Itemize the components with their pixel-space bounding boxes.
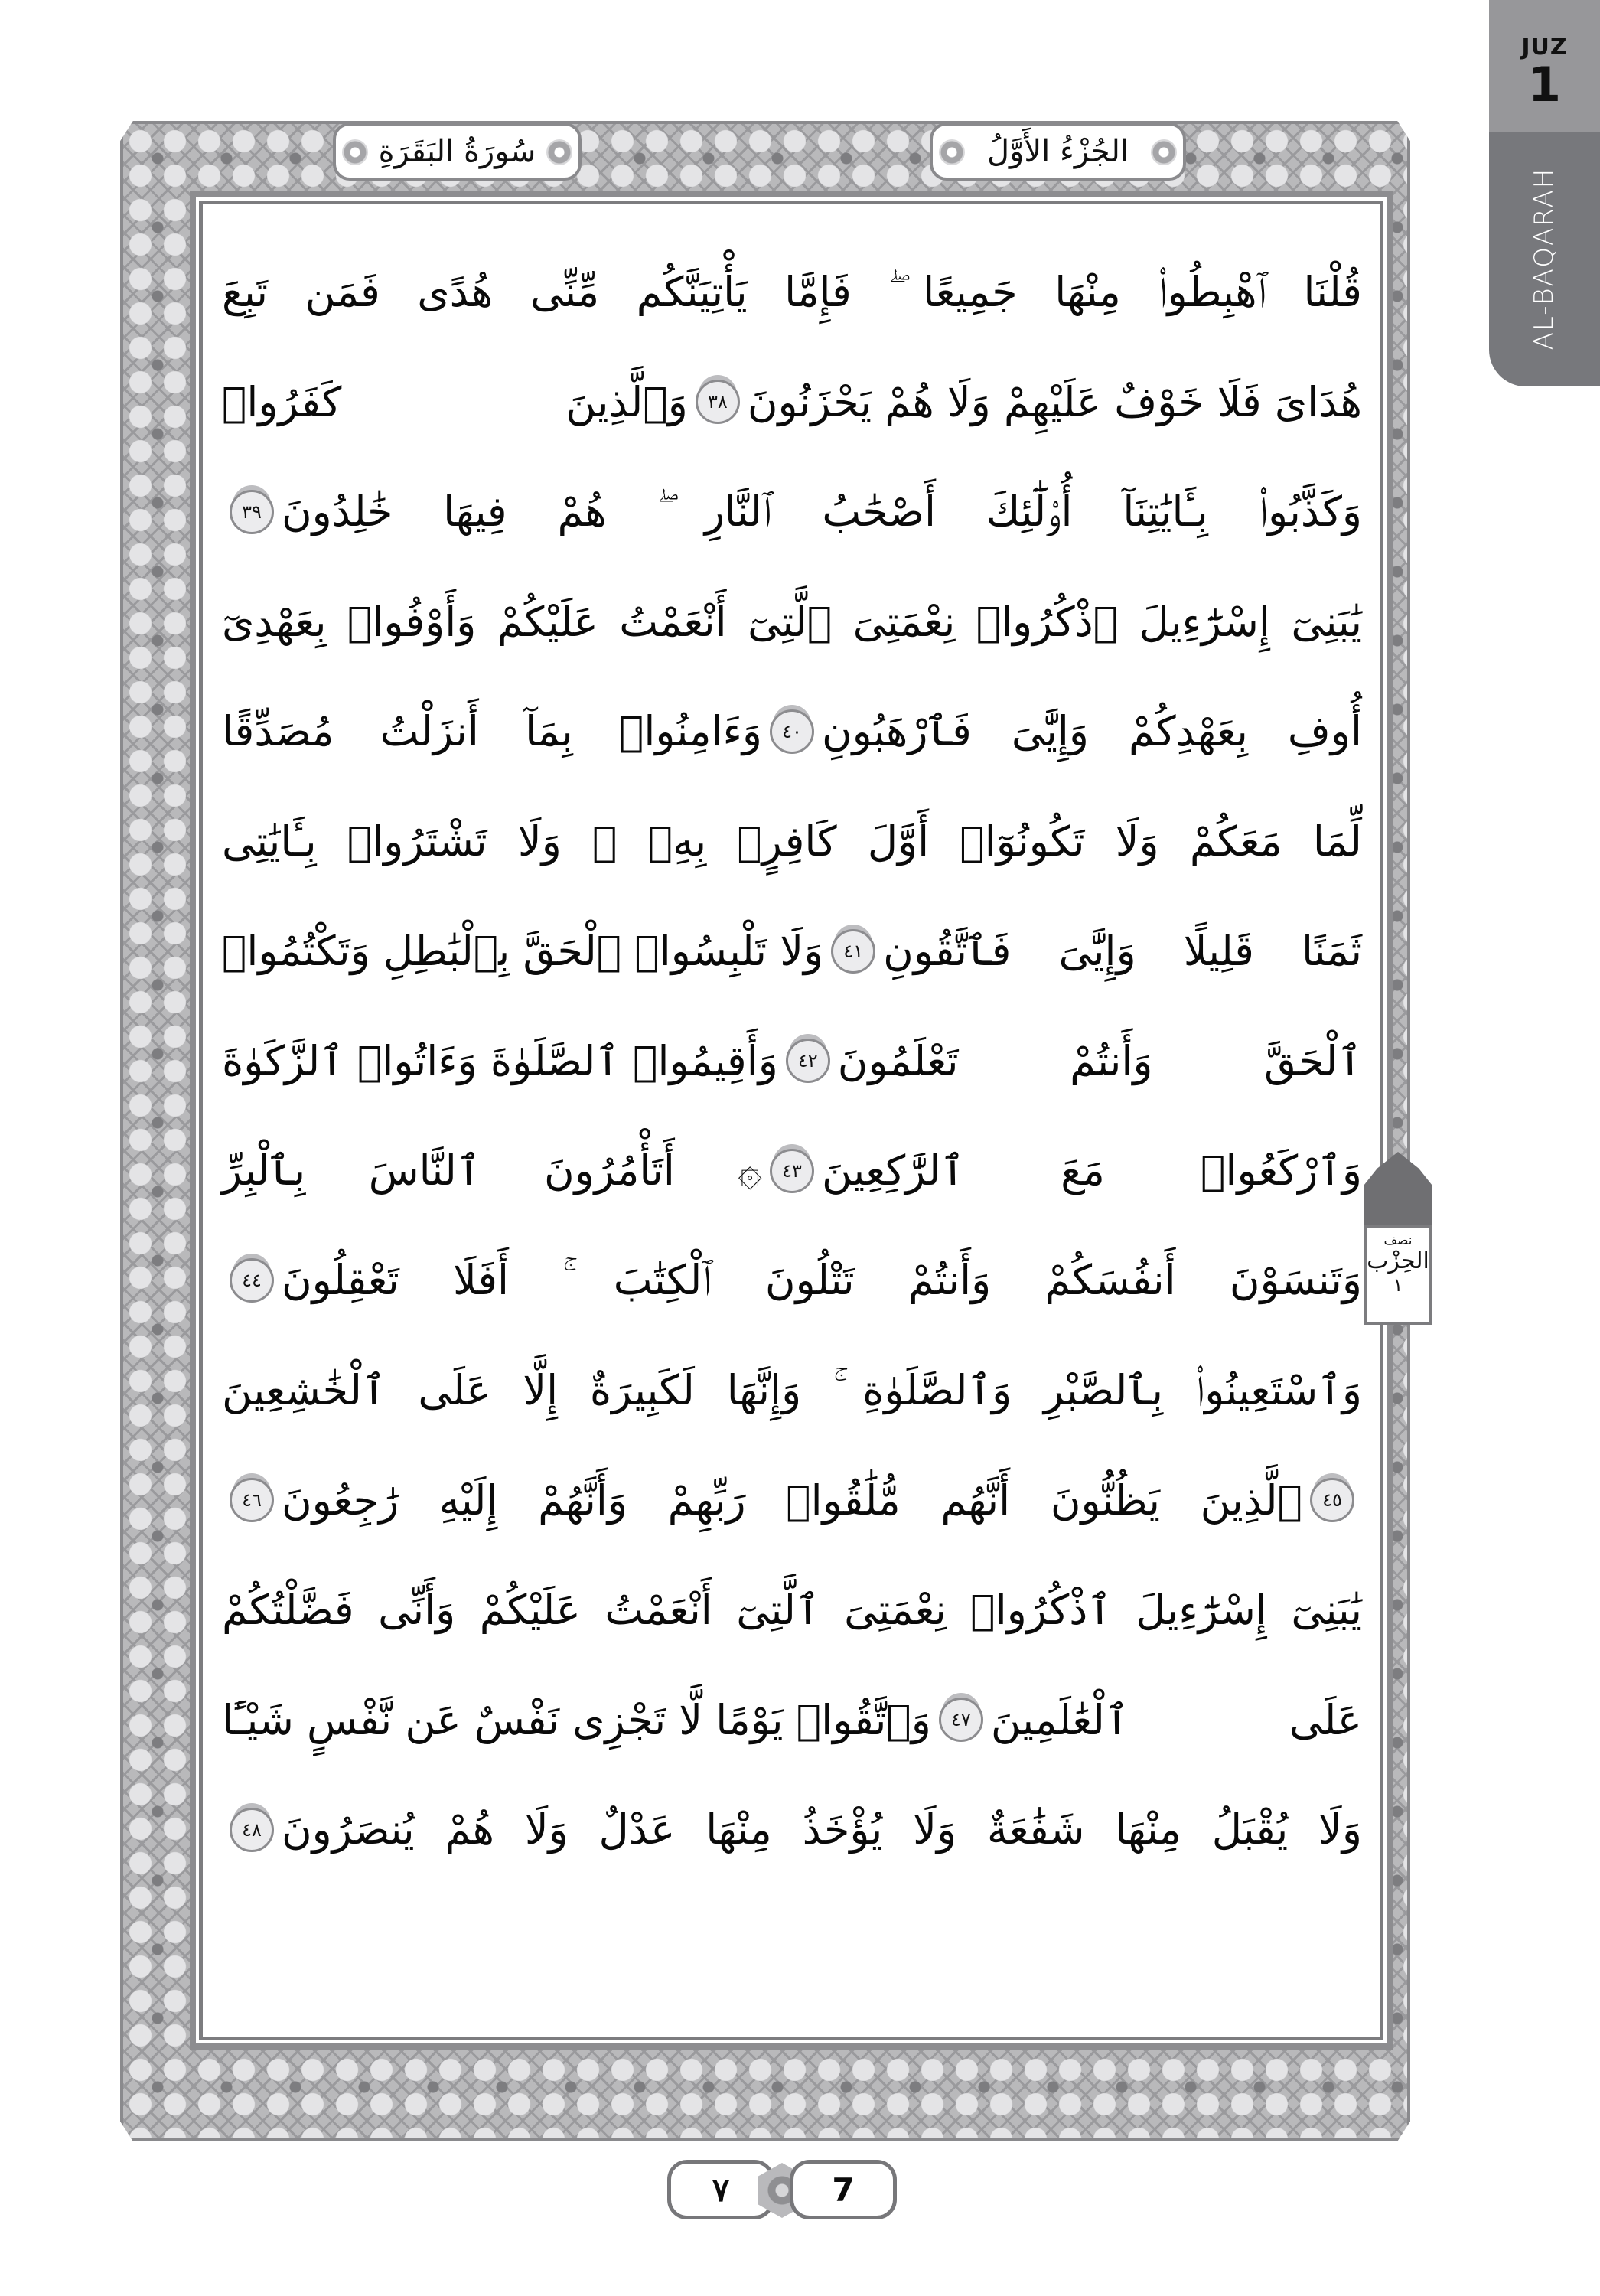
ayah-number-marker: ٤٧ — [939, 1698, 983, 1742]
verse-text: وَٱتَّقُوا۟ يَوْمًا لَّا تَجْزِى نَفْسٌ عَن نَّفْسٍ شَيْـًٔا — [222, 1695, 931, 1744]
verse-text: ٱلْحَقَّ وَأَنتُمْ تَعْلَمُونَ — [837, 1036, 1362, 1085]
verse-text: وَكَذَّبُوا۟ بِـَٔايَٰتِنَآ أُو۟لَٰٓئِكَ أَصْحَٰبُ ٱلنَّارِ ۖ هُمْ فِيهَا خَٰلِدُونَ — [282, 487, 1362, 536]
hizb-marker — [1364, 1152, 1432, 1328]
text-line — [222, 1336, 1362, 1446]
hizb-line-2: الحِزْب — [1367, 1247, 1429, 1274]
verse-text: وَٱسْتَعِينُوا۟ بِٱلصَّبْرِ وَٱلصَّلَوٰةِ ۚ وَإِنَّهَا لَكَبِيرَةٌ إِلَّا عَلَى ٱلْخَٰشِعِينَ — [222, 1365, 1362, 1414]
verse-text: أُوفِ بِعَهْدِكُمْ وَإِيَّٰىَ فَٱرْهَبُونِ — [822, 707, 1362, 756]
juz-label: JUZ — [1521, 34, 1568, 60]
text-line — [222, 457, 1362, 567]
hizb-line-3: ١ — [1393, 1274, 1403, 1296]
text-line — [222, 1226, 1362, 1336]
text-line — [222, 677, 1362, 787]
verse-text: وَٱلَّذِينَ كَفَرُوا۟ — [222, 377, 688, 426]
verse-text: يَٰبَنِىٓ إِسْرَٰٓءِيلَ ٱذْكُرُوا۟ نِعْمَتِىَ ٱلَّتِىٓ أَنْعَمْتُ عَلَيْكُمْ وَأَنِّى فَضَّلْتُكُمْ — [222, 1586, 1362, 1635]
ayah-number-marker: ٤٦ — [230, 1478, 274, 1522]
surah-name-vertical: AL-BAQARAH — [1529, 167, 1559, 351]
ayah-number-marker: ٣٨ — [696, 380, 740, 424]
verse-text: يَٰبَنِىٓ إِسْرَٰٓءِيلَ ٱذْكُرُوا۟ نِعْمَتِىَ ٱلَّتِىٓ أَنْعَمْتُ عَلَيْكُمْ وَأَوْفُوا۟ بِعَهْدِىٓ — [222, 597, 1362, 646]
verse-text: ۞ أَتَأْمُرُونَ ٱلنَّاسَ بِٱلْبِرِّ — [222, 1146, 762, 1195]
flower-ornament-icon — [342, 139, 368, 165]
ayah-number-marker: ٤٣ — [770, 1149, 814, 1193]
page-number-cartouche — [667, 2160, 897, 2221]
text-line — [222, 1665, 1362, 1776]
flower-ornament-icon — [546, 139, 572, 165]
page-number-arabic: ٧ — [667, 2160, 774, 2219]
juz-side-tab — [1489, 0, 1600, 386]
text-line — [222, 1116, 1362, 1226]
ayah-number-marker: ٤٤ — [230, 1258, 274, 1303]
text-line — [222, 787, 1362, 897]
juz-number: 1 — [1527, 57, 1562, 113]
text-line — [222, 347, 1362, 458]
text-line — [222, 896, 1362, 1006]
verse-text: وَٱرْكَعُوا۟ مَعَ ٱلرَّٰكِعِينَ — [822, 1146, 1362, 1195]
verse-text: ٱلَّذِينَ يَظُنُّونَ أَنَّهُم مُّلَٰقُوا۟ رَبِّهِمْ وَأَنَّهُمْ إِلَيْهِ رَٰجِعُونَ — [282, 1476, 1302, 1525]
text-line — [222, 1775, 1362, 1885]
text-line — [222, 567, 1362, 677]
ayah-number-marker: ٤٥ — [1310, 1478, 1354, 1522]
ayah-number-marker: ٤٨ — [230, 1808, 274, 1852]
verse-text: عَلَى ٱلْعَٰلَمِينَ — [990, 1695, 1362, 1744]
verse-text: وَتَنسَوْنَ أَنفُسَكُمْ وَأَنتُمْ تَتْلُونَ ٱلْكِتَٰبَ ۚ أَفَلَا تَعْقِلُونَ — [282, 1256, 1362, 1305]
text-line — [222, 1006, 1362, 1117]
verse-text: وَلَا يُقْبَلُ مِنْهَا شَفَٰعَةٌ وَلَا يُؤْخَذُ مِنْهَا عَدْلٌ وَلَا هُمْ يُنصَرُونَ — [282, 1805, 1362, 1854]
verse-text: وَأَقِيمُوا۟ ٱلصَّلَوٰةَ وَءَاتُوا۟ ٱلزَّكَوٰةَ — [222, 1036, 778, 1085]
text-line — [222, 1555, 1362, 1665]
juz-title-cartouche — [930, 122, 1186, 181]
page-number-latin: 7 — [790, 2160, 897, 2219]
verse-text: قُلْنَا ٱهْبِطُوا۟ مِنْهَا جَمِيعًا ۖ فَإِمَّا يَأْتِيَنَّكُم مِّنِّى هُدًى فَمَن تَبِعَ — [222, 267, 1362, 316]
hizb-label-box — [1364, 1225, 1432, 1325]
ayah-number-marker: ٣٩ — [230, 490, 274, 534]
text-line — [222, 1446, 1362, 1556]
ayah-number-marker: ٤٠ — [770, 709, 814, 754]
text-line — [222, 237, 1362, 347]
surah-title: سُورَةُ البَقَرَةِ — [378, 134, 536, 169]
hizb-crown-ornament-icon — [1364, 1152, 1432, 1227]
flower-ornament-icon — [1151, 139, 1177, 165]
juz-title: الجُزْءُ الأَوَّلُ — [986, 134, 1129, 169]
verse-text: ثَمَنًا قَلِيلًا وَإِيَّٰىَ فَٱتَّقُونِ — [883, 927, 1362, 976]
verse-text: وَءَامِنُوا۟ بِمَآ أَنزَلْتُ مُصَدِّقًا — [222, 707, 762, 756]
verse-text: هُدَاىَ فَلَا خَوْفٌ عَلَيْهِمْ وَلَا هُمْ يَحْزَنُونَ — [747, 377, 1362, 426]
hizb-line-1: نصف — [1383, 1233, 1413, 1248]
quran-text — [222, 237, 1362, 1998]
ayah-number-marker: ٤١ — [831, 929, 875, 974]
verse-text: وَلَا تَلْبِسُوا۟ ٱلْحَقَّ بِٱلْبَٰطِلِ وَتَكْتُمُوا۟ — [222, 927, 824, 976]
surah-title-cartouche — [333, 122, 582, 181]
verse-text: لِّمَا مَعَكُمْ وَلَا تَكُونُوٓا۟ أَوَّلَ كَافِرٍۭ بِهِۦ ۖ وَلَا تَشْتَرُوا۟ بِـَٔايَٰتِى — [222, 817, 1362, 866]
ayah-number-marker: ٤٢ — [786, 1039, 830, 1083]
flower-ornament-icon — [939, 139, 965, 165]
